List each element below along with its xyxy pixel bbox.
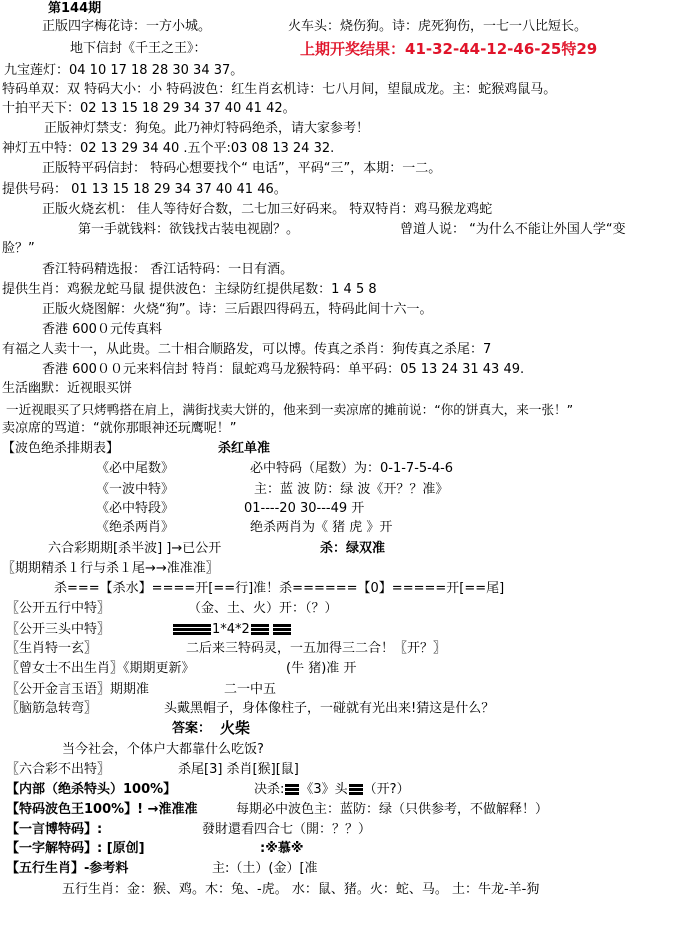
special-segment-value: 01----20 30---49 开 (244, 501, 365, 516)
first-hand-tip: 第一手就钱料：欲钱找古装电视剧？。 (78, 222, 300, 237)
magic-lamp-exclusion: 正版神灯禁支：狗兔。此乃神灯特码绝杀，请大家参考！ (44, 121, 370, 136)
trigram-left-icon (285, 783, 299, 796)
kill-prefix: 决杀: (254, 782, 285, 797)
golden-words-value: 二一中五 (224, 682, 277, 697)
magic-lamp-five: 神灯五中特：02 13 29 34 40 .五个平:03 08 13 24 32. (2, 141, 335, 156)
train-head-poem: 火车头：烧伤狗。诗：虎死狗伤，一七一八比短长。 (288, 19, 588, 34)
color-kill-table-title: 【波色绝杀排期表】 (2, 441, 120, 456)
half-wave-title: 六合彩期期[杀半波] ]→已公开 (48, 541, 222, 556)
hongkong-pick: 香江特码精选报： 香江话特码：一日有酒。 (42, 262, 294, 277)
zodiac-mystery-value: 二后来三特码灵，一五加得三二合！〖开？〗 (186, 641, 447, 656)
tail-number-label: 《必中尾数》 (96, 461, 175, 476)
answer-label: 答案： (172, 721, 212, 736)
kill-line-tail-title: 〖期期精杀１行与杀１尾→→准准准〗 (2, 561, 219, 576)
provided-numbers: 提供号码： 01 13 15 18 29 34 37 40 41 46。 (2, 182, 287, 197)
ten-beat-numbers: 十拍平天下：02 13 15 18 29 34 37 40 41 42。 (2, 101, 296, 116)
wave-king-value: 每期必中波色主：蓝防：绿（只供参考，不做解释！） (236, 802, 549, 817)
kill-green-even: 杀：绿双准 (320, 541, 386, 556)
humor-story: 一近视眼买了只烤鸭搭在肩上，满街找卖大饼的，他来到一卖凉席的摊前说：“你的饼真大，来一张！” (6, 402, 574, 417)
five-elements-zodiac-label: 【五行生肖】-参考料 (6, 861, 129, 876)
one-word-bet-label: 【一言博特码】: (6, 822, 103, 837)
last-draw-result: 上期开奖结果：41-32-44-12-46-25特29 (300, 40, 598, 58)
kill-two-zodiac-label: 《绝杀两肖》 (96, 520, 175, 535)
kill-open: （开?） (363, 782, 410, 797)
humor-title: 生活幽默：近视眼买饼 (2, 381, 133, 396)
master-saying: 曾道人说： “为什么不能让外国人学“变 (400, 222, 626, 237)
ms-zeng-value: (牛 猪)准 开 (286, 661, 357, 676)
one-char-value: :※慕※ (260, 841, 304, 856)
wave-king-label: 【特码波色王100%】! →淮准准 (6, 802, 198, 817)
five-elements-zodiac-value: 主:（土）(金）[准 (212, 861, 318, 876)
internal-kill-value (254, 781, 410, 799)
fire-diagram: 正版火烧图解：火烧“狗”。诗：三后跟四得码五，特码此间十六一。 (42, 302, 433, 317)
fortune-line: 有福之人卖十一，从此贵。二十相合顺路发，可以博。传真之杀肖：狗传真之杀尾：7 (2, 342, 492, 357)
master-saying-end: 脸？” (2, 241, 35, 256)
one-char-label: 【一字解特码】: [原创] (6, 841, 145, 856)
three-heads-value (172, 621, 292, 639)
kill-head: 《3》头 (300, 782, 348, 797)
ms-zeng-label: 〖曾女士不出生肖〗《期期更新》 (6, 661, 195, 676)
underground-envelope: 地下信封《千王之王》： (70, 41, 207, 56)
lotus-lamp-numbers: 九宝莲灯：04 10 17 18 28 30 34 37。 (4, 63, 244, 78)
provided-zodiac: 提供生肖：鸡猴龙蛇马鼠 提供波色：主绿防红提供尾数：1 4 5 8 (2, 282, 377, 297)
one-word-bet-value: 發財還看四合七（開：？？） (202, 822, 372, 837)
five-elements-zodiac-list: 五行生肖：金：猴、鸡。木：兔、-虎。 水：鼠、猪。火：蛇、马。 土：牛龙-羊-狗 (62, 882, 540, 897)
three-heads-numbers: 1*4*2 (212, 622, 250, 637)
trigram-qian-icon (173, 623, 211, 636)
trigram-right-icon (349, 783, 363, 796)
humor-punchline: 卖凉席的骂道：“就你那眼神还玩鹰呢！” (2, 421, 237, 436)
plum-blossom-poem: 正版四字梅花诗：一方小城。 (42, 19, 212, 34)
golden-words-label: 〖公开金言玉语〗期期准 (6, 682, 150, 697)
one-wave-label: 《一波中特》 (96, 482, 175, 497)
internal-kill-label: 【内部（绝杀特头）100%】 (6, 782, 177, 797)
flat-code-envelope: 正版特平码信封： 特码心想要找个“ 电话”，平码“三”，本期：一二。 (42, 161, 442, 176)
one-wave-value: 主：蓝 波 防：绿 波《开？？准》 (254, 482, 449, 497)
kill-two-zodiac-value: 绝杀两肖为《 猪 虎 》开 (250, 520, 393, 535)
kill-red-odd: 杀红单准 (218, 441, 271, 456)
trigram-kun-icon (251, 623, 291, 636)
fire-riddle: 正版火烧玄机： 佳人等待好合数，二七加三好码来。 特双特肖：鸡马猴龙鸡蛇 (42, 202, 493, 217)
no-special-value: 杀尾[3] 杀肖[猴][鼠] (178, 762, 299, 777)
hongkong-fax-title: 香港 600０元传真料 (42, 322, 162, 337)
answer-value: 火柴 (220, 719, 251, 737)
brain-teaser-question: 头戴黑帽子，身体像柱子，一碰就有光出来!猜这是什么？ (164, 701, 495, 716)
special-segment-label: 《必中特段》 (96, 501, 175, 516)
society-question: 当今社会，个体户大都靠什么吃饭? (62, 742, 264, 757)
three-heads-label: 〖公开三头中特〗 (6, 622, 111, 637)
zodiac-mystery-label: 〖生肖特一玄〗 (6, 641, 98, 656)
kill-water-zero: 杀===【杀水】====开[==行]准！杀======【0】=====开[==尾] (54, 581, 505, 596)
five-elements-label: 〖公开五行中特〗 (6, 601, 111, 616)
no-special-label: 〖六合彩不出特〗 (6, 762, 111, 777)
tail-number-value: 必中特码（尾数）为：0-1-7-5-4-6 (250, 461, 454, 476)
five-elements-value: （金、土、火）开：（？） (188, 601, 338, 616)
special-code-attributes: 特码单双：双 特码大小：小 特码波色：红生肖玄机诗：七八月间，望鼠成龙。主：蛇猴鸡鼠马。 (2, 82, 557, 97)
hongkong-envelope: 香港 600００元来料信封 特肖：鼠蛇鸡马龙猴特码：单平码：05 13 24 31 43 49. (42, 362, 525, 377)
brain-teaser-label: 〖脑筋急转弯〗 (6, 701, 98, 716)
issue-number: 第144期 (48, 1, 102, 16)
